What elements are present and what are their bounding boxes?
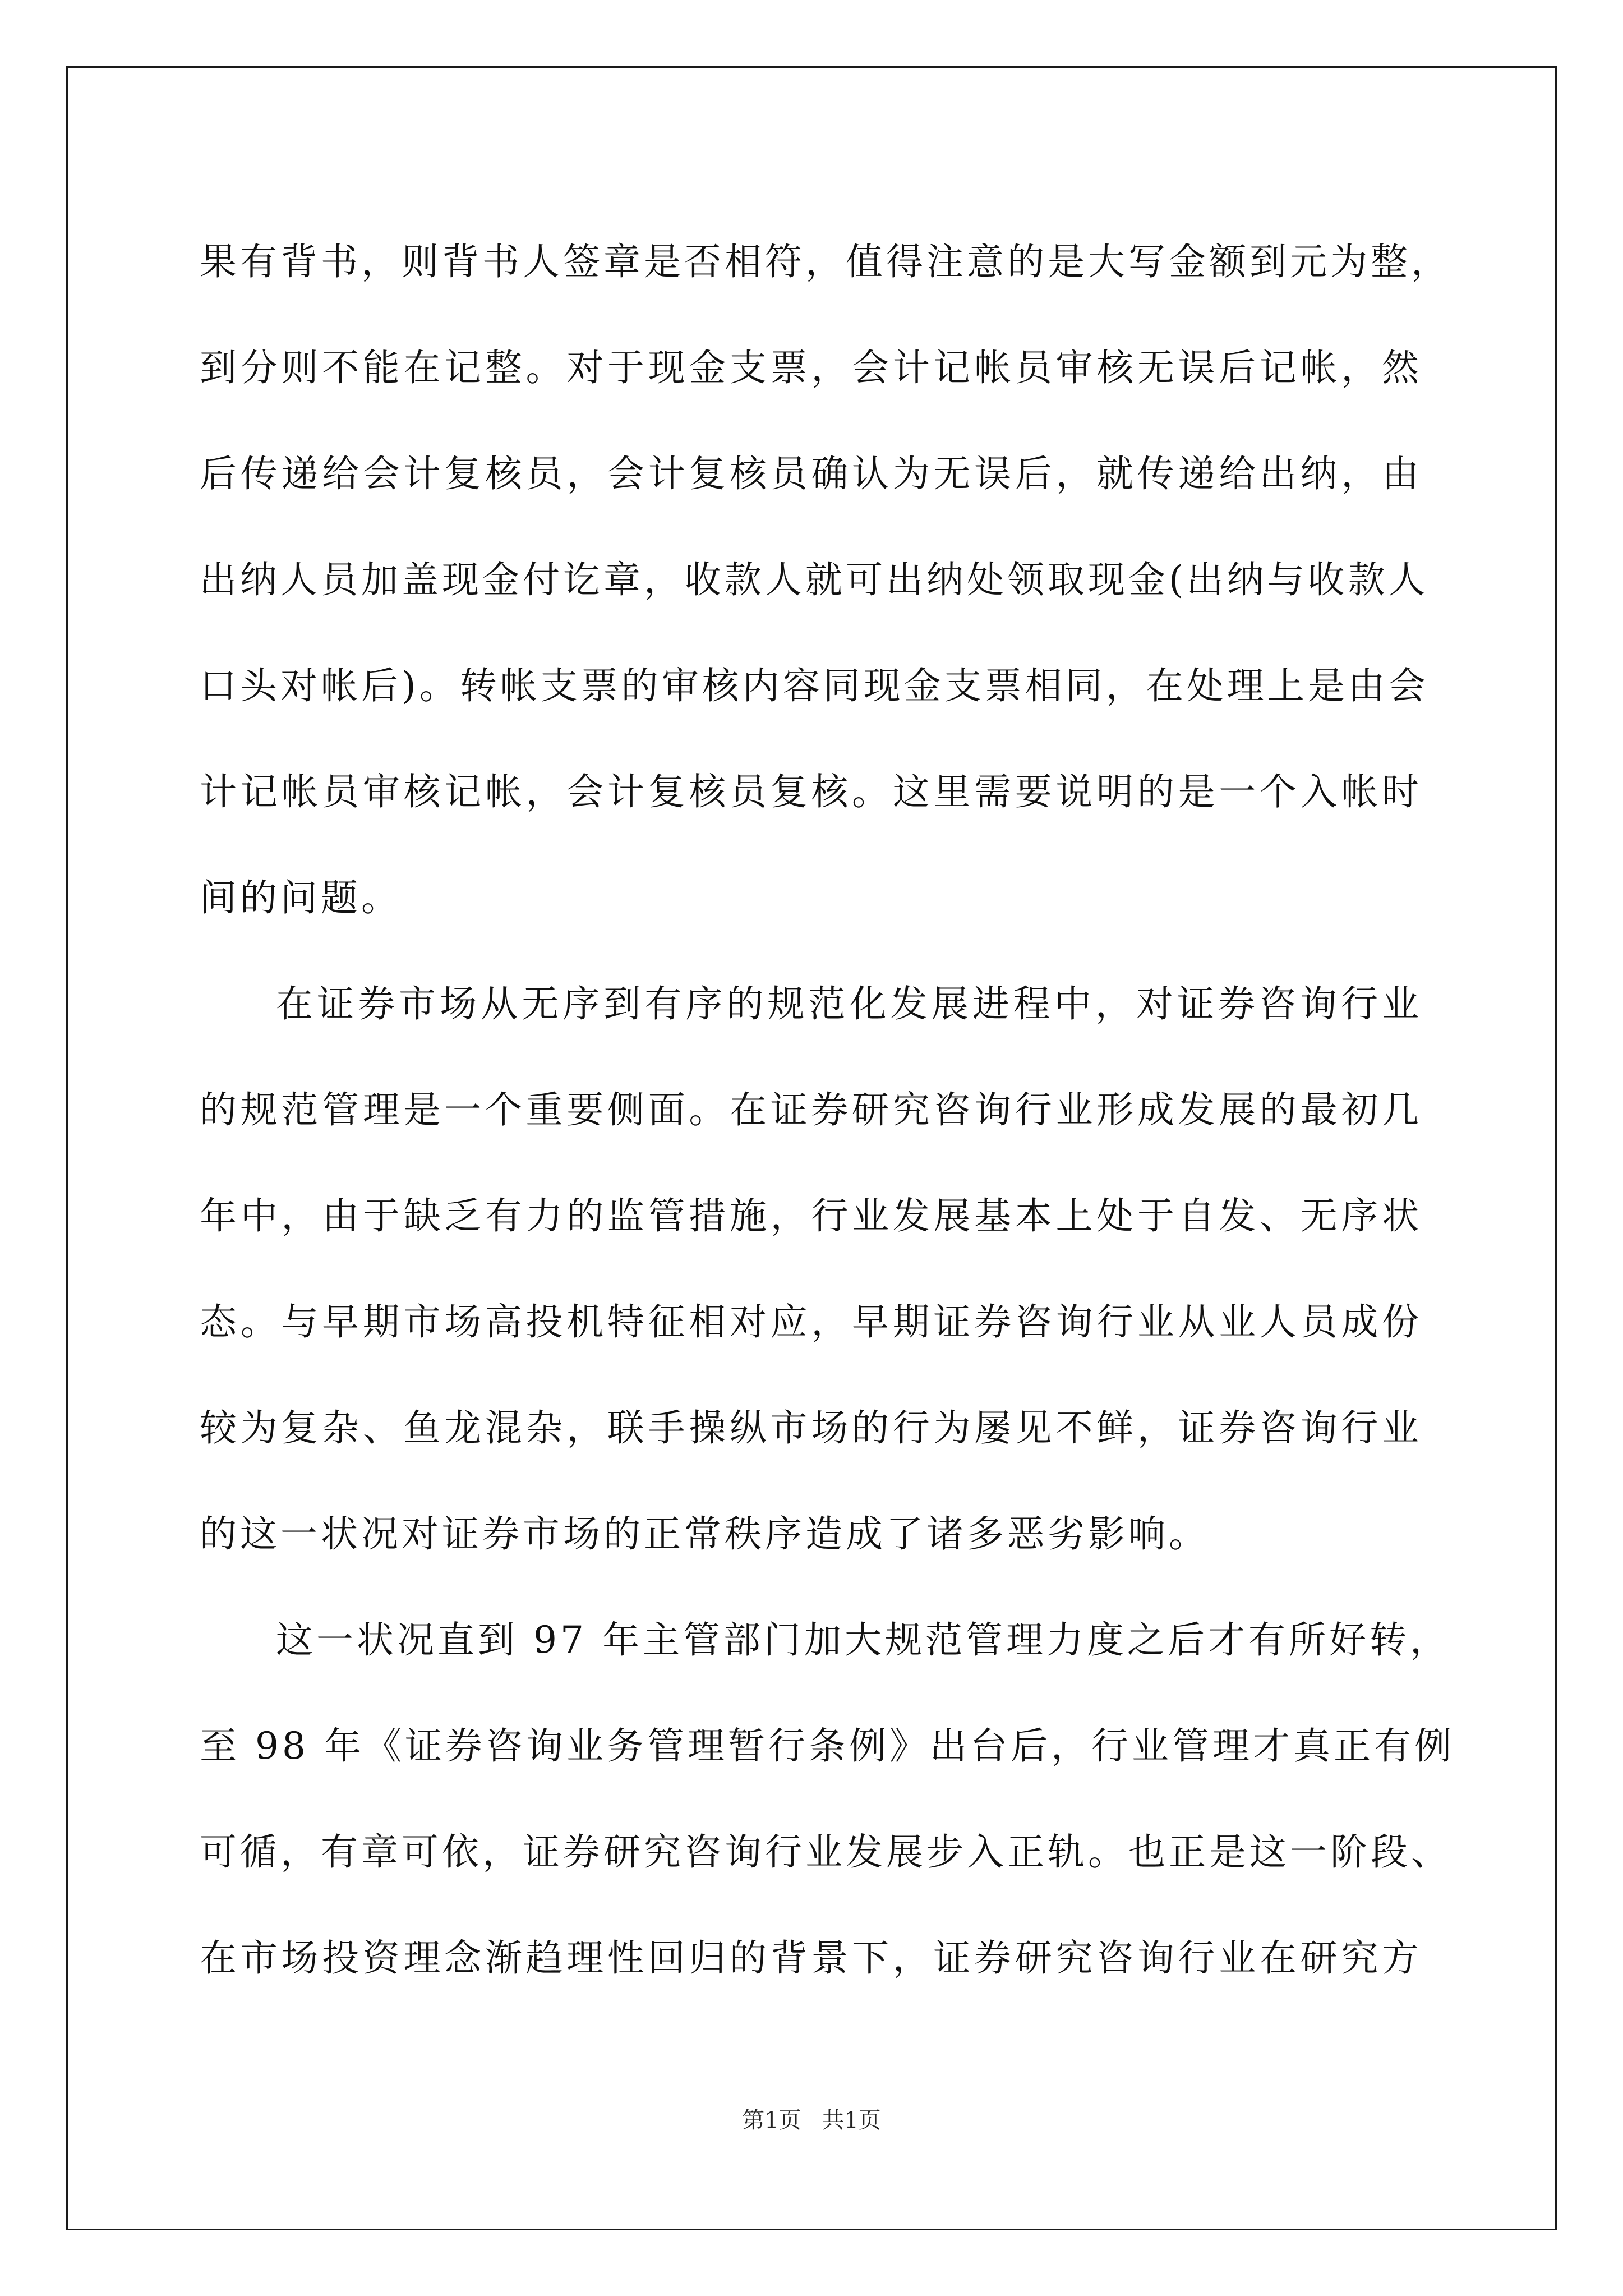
- text-line: 的这一状况对证券市场的正常秩序造成了诸多恶劣影响。: [200, 1512, 1209, 1556]
- text-line: 间的问题。: [200, 876, 402, 919]
- text-line: 年中，由于缺乏有力的监管措施，行业发展基本上处于自发、无序状: [200, 1194, 1422, 1237]
- text-line: 计记帐员审核记帐，会计复核员复核。这里需要说明的是一个入帐时: [200, 770, 1422, 813]
- text-line: 较为复杂、鱼龙混杂，联手操纵市场的行为屡见不鲜，证券咨询行业: [200, 1406, 1422, 1450]
- text-line: 的规范管理是一个重要侧面。在证券研究咨询行业形成发展的最初几: [200, 1088, 1422, 1131]
- text-line: 果有背书，则背书人签章是否相符，值得注意的是大写金额到元为整，: [200, 240, 1451, 283]
- document-body: [200, 209, 1455, 2011]
- text-line: 至 98 年《证券咨询业务管理暂行条例》出台后，行业管理才真正有例: [200, 1724, 1455, 1768]
- text-line: 出纳人员加盖现金付讫章，收款人就可出纳处领取现金(出纳与收款人: [200, 558, 1429, 601]
- page-number: 第1页: [742, 2108, 801, 2133]
- text-line: 态。与早期市场高投机特征相对应，早期证券咨询行业从业人员成份: [200, 1300, 1422, 1343]
- page-footer: [0, 2102, 1623, 2134]
- paragraph-first-line: 这一状况直到 97 年主管部门加大规范管理力度之后才有所好转，: [276, 1618, 1450, 1662]
- text-line: 口头对帐后)。转帐支票的审核内容同现金支票相同，在处理上是由会: [200, 664, 1429, 707]
- text-line: 到分则不能在记整。对于现金支票，会计记帐员审核无误后记帐，然: [200, 346, 1422, 389]
- text-line: 在市场投资理念渐趋理性回归的背景下，证券研究咨询行业在研究方: [200, 1936, 1422, 1980]
- text-line: 可循，有章可依，证券研究咨询行业发展步入正轨。也正是这一阶段、: [200, 1830, 1451, 1874]
- page-total: 共1页: [822, 2108, 881, 2133]
- paragraph-first-line: 在证券市场从无序到有序的规范化发展进程中，对证券咨询行业: [276, 982, 1422, 1025]
- text-line: 后传递给会计复核员，会计复核员确认为无误后，就传递给出纳，由: [200, 452, 1422, 495]
